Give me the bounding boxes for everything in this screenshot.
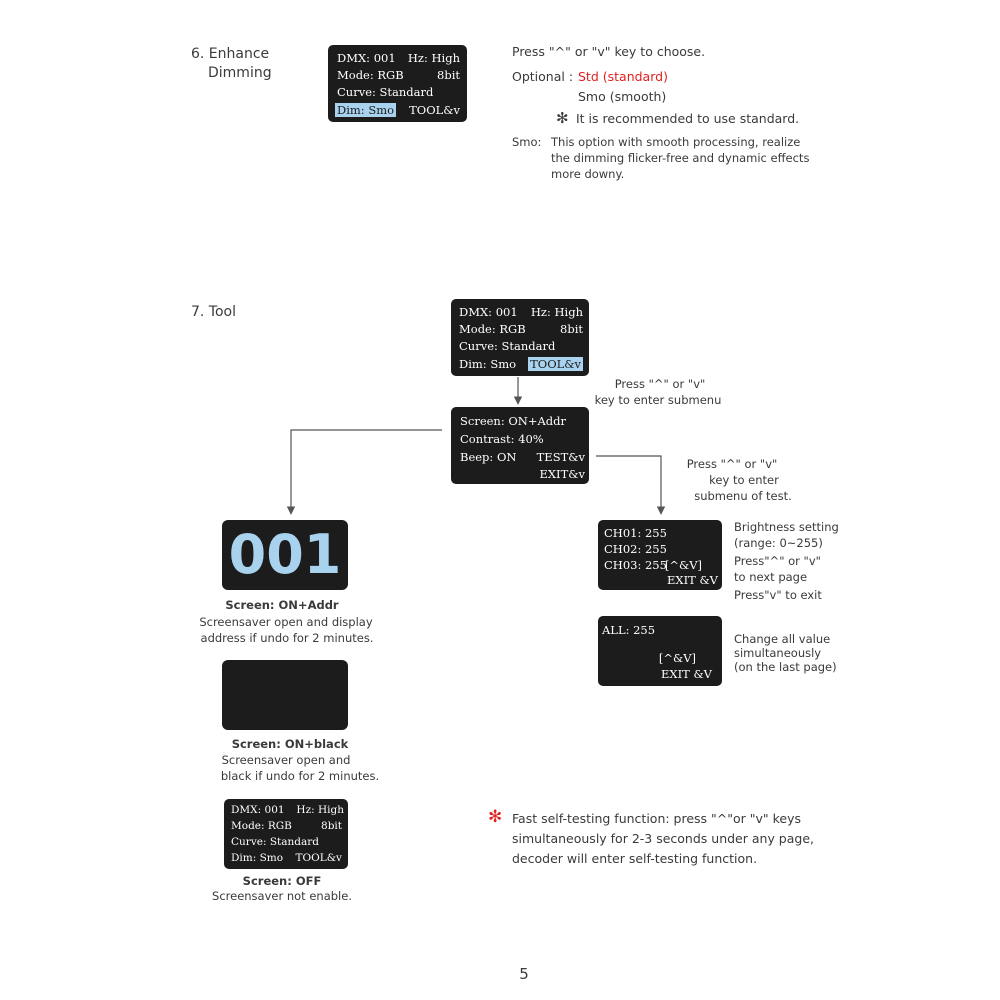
smo-desc-line2: the dimming flicker-free and dynamic effects	[551, 151, 810, 165]
screen-on-black-desc-line1: Screensaver open and	[221, 753, 351, 767]
lcd-all-channels	[598, 616, 722, 686]
change-all-line3: (on the last page)	[734, 660, 837, 674]
lcd-row3-left: Curve: Standard	[337, 85, 434, 99]
lcd-row2-right: 8bit	[321, 820, 342, 832]
screen-on-addr-desc-line2: address if undo for 2 minutes.	[200, 631, 374, 645]
lcd-row2-left: Mode: RGB	[231, 820, 292, 832]
lcd-row3-right: TEST&v	[536, 450, 585, 464]
lcd-row2-left: Mode: RGB	[337, 68, 404, 82]
recommend-text: It is recommended to use standard.	[576, 111, 800, 126]
page-number: 5	[519, 965, 529, 983]
brightness-line1: Brightness setting	[734, 520, 839, 534]
address-number: 001	[228, 523, 342, 586]
screen-off-desc: Screensaver not enable.	[212, 889, 352, 903]
press-to-choose-text: Press "^" or "v" key to choose.	[512, 44, 706, 59]
section-6-title-line2: Dimming	[208, 65, 272, 81]
lcd-row2: CH02: 255	[604, 542, 667, 556]
lcd-row4-right: EXIT&v	[539, 467, 585, 481]
lcd-row4-right-highlight: TOOL&v	[530, 357, 581, 371]
lcd-row1-left: DMX: 001	[459, 305, 518, 319]
lcd-row3-left: Beep: ON	[460, 450, 517, 464]
lcd-row4-left-highlight: Dim: Smo	[337, 103, 395, 117]
selftest-line2: simultaneously for 2-3 seconds under any page,	[512, 831, 815, 846]
press-test-line3: submenu of test.	[694, 489, 792, 503]
screen-off-title: Screen: OFF	[242, 874, 322, 888]
lcd-row4-left: Dim: Smo	[231, 852, 284, 864]
section-6-title-line1: 6. Enhance	[191, 46, 270, 62]
press-test-line1: Press "^" or "v"	[686, 457, 778, 471]
lcd-tool-submenu	[451, 407, 589, 484]
asterisk-icon: ✻	[488, 807, 503, 827]
lcd-tool-menu	[451, 299, 589, 376]
lcd-row1-right: Hz: High	[530, 305, 583, 319]
screen-on-black-title: Screen: ON+black	[231, 737, 349, 751]
lcd-row2: Contrast: 40%	[460, 432, 544, 446]
screen-on-addr-desc-line1: Screensaver open and display	[199, 615, 373, 629]
smo-label: Smo:	[512, 135, 542, 149]
lcd-row4-right: TOOL&v	[295, 852, 342, 864]
lcd-screensaver-off	[224, 799, 348, 869]
arrow-tool-to-screensaver	[291, 430, 442, 514]
lcd-row3-left: Curve: Standard	[459, 339, 556, 353]
screen-on-addr-title: Screen: ON+Addr	[225, 598, 339, 612]
lcd-row2-left: Mode: RGB	[459, 322, 526, 336]
lcd-row1-right: Hz: High	[407, 51, 460, 65]
lcd-row1-left: DMX: 001	[337, 51, 396, 65]
lcd-row4-right: EXIT &V	[667, 573, 718, 587]
lcd-channel-test	[598, 520, 722, 590]
lcd-row3-right: [^&V]	[658, 651, 696, 665]
lcd-row3-left: CH03: 255	[604, 558, 667, 572]
smo-desc-line3: more downy.	[551, 167, 625, 181]
lcd-row4-right: EXIT &V	[661, 667, 712, 681]
press-submenu-line1: Press "^" or "v"	[614, 377, 706, 391]
brightness-line3: Press"^" or "v"	[734, 554, 821, 568]
lcd-row4-left: Dim: Smo	[459, 357, 517, 371]
change-all-line1: Change all value	[734, 632, 831, 646]
optional-label: Optional :	[512, 69, 574, 84]
lcd-row2-right: 8bit	[560, 322, 583, 336]
smo-desc-line1: This option with smooth processing, realize	[551, 135, 801, 149]
lcd-row2-right: 8bit	[437, 68, 460, 82]
change-all-line2: simultaneously	[734, 646, 822, 660]
selftest-line3: decoder will enter self-testing function.	[512, 851, 758, 866]
lcd-row3-right: [^&V]	[664, 558, 702, 572]
screensaver-address-display	[222, 520, 348, 590]
section-7-title: 7. Tool	[191, 304, 237, 320]
screen-on-black-desc-line2: black if undo for 2 minutes.	[220, 769, 380, 783]
asterisk-icon: ✻	[556, 109, 569, 127]
screensaver-black-display	[222, 660, 348, 730]
brightness-line4: to next page	[734, 570, 808, 584]
press-submenu-line2: key to enter submenu	[594, 393, 722, 407]
lcd-row4-right: TOOL&v	[409, 103, 460, 117]
option-std: Std (standard)	[578, 69, 668, 84]
lcd-row1-left: DMX: 001	[231, 804, 285, 816]
selftest-line1: Fast self-testing function: press "^"or "v" keys	[512, 811, 802, 826]
lcd-row1: ALL: 255	[602, 623, 656, 637]
brightness-line2: (range: 0~255)	[734, 536, 823, 550]
press-test-line2: key to enter	[709, 473, 779, 487]
brightness-line5: Press"v" to exit	[734, 588, 822, 602]
lcd-row1-right: Hz: High	[296, 804, 344, 816]
lcd-row1: CH01: 255	[604, 526, 667, 540]
lcd-row1: Screen: ON+Addr	[460, 414, 567, 428]
lcd-row3-left: Curve: Standard	[231, 836, 319, 848]
option-smo: Smo (smooth)	[578, 89, 667, 104]
